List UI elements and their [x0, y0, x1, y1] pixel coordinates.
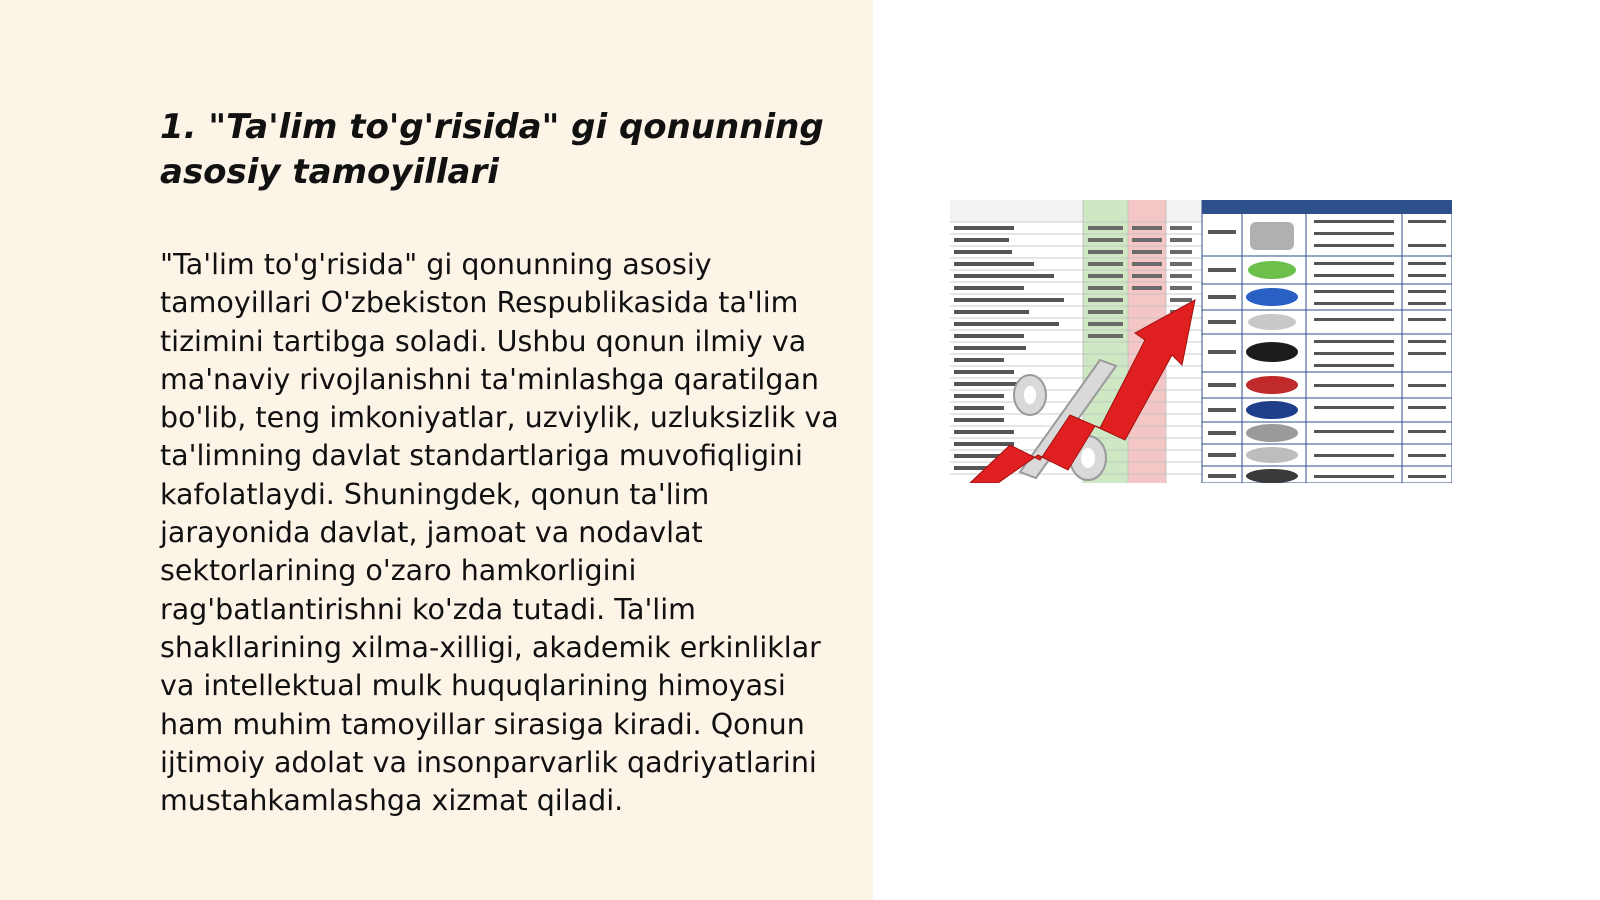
slide-body-text: "Ta'lim to'g'risida" gi qonunning asosiy tamoyillari O'zbekiston Respublikasida ta'lim tizimini tartibga soladi. Ushbu qonun ilmiy va ma'naviy rivojlanishni ta'minlashga qaratilgan bo'lib, teng imkoniyatlar, uzviylik, uzluksizlik va ta'limning davlat standartlariga muvofiqligini kafolatlaydi. Shuningdek, qonun ta'lim jarayonida davlat, jamoat va nodavlat sektorlarining o'zaro hamkorligini rag'batlantirishni ko'zda tutadi. Ta'lim shakllarining xilma-xilligi, akademik erkinliklar va intellektual mulk huquqlarining himoyasi ham muhim tamoyillar sirasiga kiradi. Qonun ijtimoiy adolat va insonparvarlik qadriyatlarini mustahkamlashga xizmat qiladi.: [160, 248, 839, 818]
slide-title: 1. "Ta'lim to'g'risida" gi qonunning asosiy tamoyillari: [160, 107, 824, 192]
price-table-image: [950, 200, 1452, 483]
